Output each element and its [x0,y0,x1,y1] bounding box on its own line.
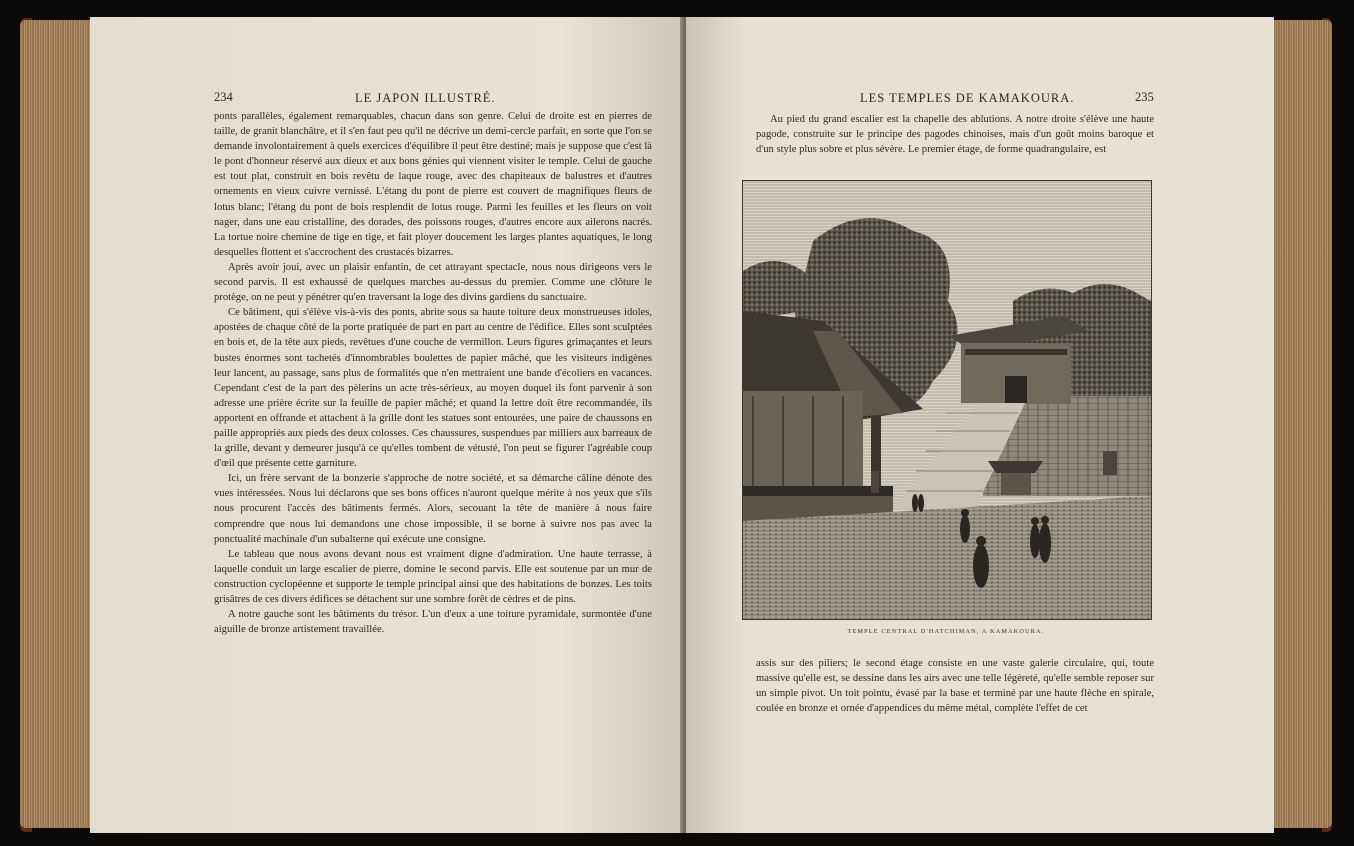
page-edges-right [1272,20,1332,828]
paragraph: Après avoir joui, avec un plaisir enfantin, de cet attrayant spectacle, nous nous dirigeons vers le second parvis. Il est exhaussé de quelques marches au-dessus du premier. Comme une clôture le protège, on ne peut y pénétrer qu'en traversant la loge des divins gardiens du sanctuaire. [214,261,652,304]
right-page-number: 235 [1135,90,1154,104]
engraving-illustration [742,180,1152,620]
paragraph: Ici, un frère servant de la bonzerie s'approche de notre société, et sa démarche câline dénote des vues intéressées. Nous lui déclarons que ses bons offices n'auront quelque mérite à nos yeux que s'ils nous procurent l'accès des bâtiments fermés. Alors, secouant la tête de manière à nous faire comprendre que nous lui demandons une chose impossible, il se borne à suivre nos pas avec la ponctualité machinale d'un subalterne qui exécute une consigne. [214,473,652,545]
paragraph: assis sur des piliers; le second étage consiste en une vaste galerie circulaire, qui, toute massive qu'elle est, se dessine dans les airs avec une telle légèreté, qu'elle semble reposer sur un simple pivot. Un toit pointu, évasé par la base et terminé par une haute flèche en spirale, coulée en bronze et ornée d'appendices du même métal, complète l'effet de cet [756,658,1154,715]
page-edges-left [20,20,98,828]
right-running-head: LES TEMPLES DE KAMAKOURA. [860,91,1075,105]
left-page-number: 234 [214,90,233,104]
paragraph: Au pied du grand escalier est la chapelle des ablutions. A notre droite s'élève une haute pagode, construite sur le principe des pagodes chinoises, mais d'un goût moins baroque et d'un style plus sobre et plus sévère. Le premier étage, de forme quadrangulaire, est [756,114,1154,156]
paragraph: Le tableau que nous avons devant nous est vraiment digne d'admiration. Une haute terrasse, à laquelle conduit un large escalier de pierre, domine le second parvis. Elle est soutenue par un mur de construction cyclopéenne et supporte le temple principal ainsi que des habitations de bonzes. Les toits grisâtres de ces divers édifices se détachent sur une sombre forêt de cèdres et de pins. [214,548,652,605]
paragraph: Ce bâtiment, qui s'élève vis-à-vis des ponts, abrite sous sa haute toiture deux monstrueuses idoles, apostées de chaque côté de la porte pratiquée de part en part au centre de l'édifice. Elles sont sculptées en bois et, de la tête aux pieds, revêtues d'une couche de vermillon. Leurs figures grimaçantes et leurs bustes énormes sont tachetés d'innombrables boulettes de papier mâché, que les visiteurs indigènes leur lancent, au passage, sans plus de formalités que n'en mettraient une bande d'écoliers en vacances. Cependant c'est de la part des pèlerins un acte très-sérieux, au moyen duquel ils font parvenir à son adresse une prière écrite sur la feuille de papier mâché; et quand la lettre doit être recommandée, ils apportent en offrande et attachent à la grille dont les statues sont entourées, une paire de chaussons en paille appropriés aux pieds des deux colosses. Ces chaussures, suspendues par milliers aux barreaux de la grille, devant y demeurer jusqu'à ce qu'elles tombent de vétusté, l'on peut se figurer l'agréable coup d'œil que présente cette garniture. [214,307,652,470]
paragraph: A notre gauche sont les bâtiments du trésor. L'un d'eux a une toiture pyramidale, surmontée d'une aiguille de bronze artistement travaillée. [214,609,652,636]
figure-caption: TEMPLE CENTRAL D'HATCHIMAN, A KAMAKOURA. [847,628,1045,635]
left-page-text [214,109,652,637]
paragraph: ponts parallèles, également remarquables, chacun dans son genre. Celui de droite est en pierres de taille, de granit blanchâtre, et il s'en faut peu qu'il ne décrive un demi-cercle parfait, en sorte que l'on se demande involontairement à quels exercices d'équilibre il peut être destiné; mais je suppose que c'est là le pont d'honneur réservé aux dieux et aux bons génies qui viennent visiter le temple. Celui de gauche est tout plat, construit en bois revêtu de laque rouge, avec des chapiteaux de balustres et d'autres ornements en vieux cuivre vernissé. L'étang du pont de pierre est couvert de magnifiques fleurs de lotus blanc; l'étang du pont de bois resplendit de lotus rouge. Parmi les feuilles et les fleurs on voit nager, dans une eau cristalline, des dorades, des poissons rouges, d'autres encore aux ailerons nacrés. La tortue noire chemine de tige en tige, et fait ployer doucement les larges plantes aquatiques, le long desquelles flottent et s'accrochent des crustacés bizarres. [214,111,652,258]
left-running-head: LE JAPON ILLUSTRÉ. [355,91,496,105]
right-page-text-top [756,112,1154,157]
right-page-text-bottom [756,656,1154,716]
